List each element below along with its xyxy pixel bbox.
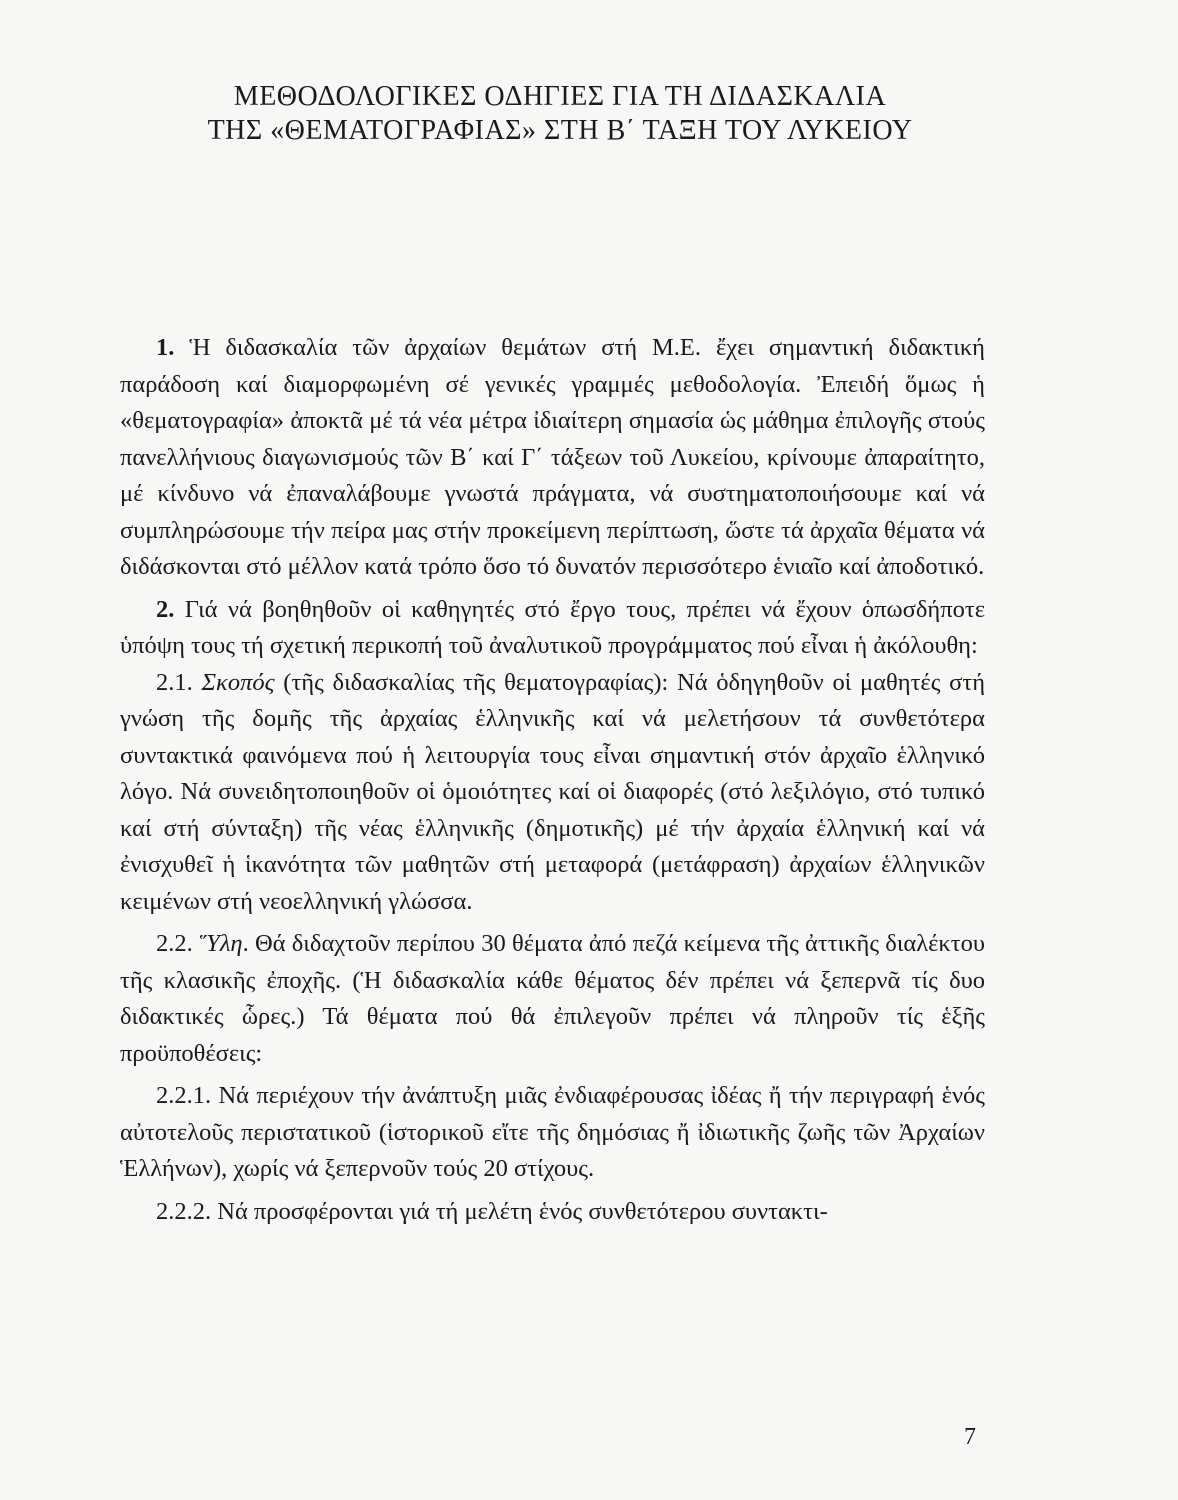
- title-line-2: ΤΗΣ «ΘΕΜΑΤΟΓΡΑΦΙΑΣ» ΣΤΗ Β΄ ΤΑΞΗ ΤΟΥ ΛΥΚΕΙΟΥ: [207, 115, 913, 146]
- section-number: 2.1.: [156, 668, 193, 696]
- document-title: [120, 80, 1000, 148]
- paragraph-2-1: [120, 665, 985, 921]
- section-number: 2.2.2.: [156, 1197, 212, 1225]
- section-number: 1.: [156, 334, 175, 361]
- paragraph-2-2-2: [120, 1194, 985, 1231]
- paragraph-1: [120, 330, 985, 586]
- paragraph-2: [120, 592, 985, 665]
- page-number: 7: [964, 1424, 976, 1450]
- section-number: 2.2.1.: [156, 1082, 212, 1109]
- paragraph-2-2: [120, 926, 985, 1072]
- paragraph-2-2-1: [120, 1078, 985, 1188]
- section-number: 2.: [156, 595, 175, 623]
- paragraph-text: Νά προσφέρονται γιά τή μελέτη ἑνός συνθετότερου συντακτι-: [211, 1197, 828, 1225]
- body-text: [120, 330, 985, 1230]
- title-line-1: ΜΕΘΟΔΟΛΟΓΙΚΕΣ ΟΔΗΓΙΕΣ ΓΙΑ ΤΗ ΔΙΔΑΣΚΑΛΙΑ: [233, 81, 887, 112]
- paragraph-text: Γιά νά βοηθηθοῦν οἱ καθηγητές στό ἔργο τους, πρέπει νά ἔχουν ὁπωσδήποτε ὑπόψη τους τή σχετική περικοπή τοῦ ἀναλυτικοῦ προγράμματος πού εἶναι ἡ ἀκόλουθη:: [120, 595, 985, 659]
- paragraph-text: Νά περιέχουν τήν ἀνάπτυξη μιᾶς ἐνδιαφέρουσας ἰδέας ἤ τήν περιγραφή ἑνός αὐτοτελοῦς περιστατικοῦ (ἱστορικοῦ εἴτε τῆς δημόσιας ἤ ἰδιωτικῆς ζωῆς τῶν Ἀρχαίων Ἑλλήνων), χωρίς νά ξεπερνοῦν τούς 20 στίχους.: [120, 1082, 985, 1182]
- paragraph-text: . Θά διδαχτοῦν περίπου 30 θέματα ἀπό πεζά κείμενα τῆς ἀττικῆς διαλέκτου τῆς κλασικῆς ἐποχῆς. (Ἡ διδασκαλία κάθε θέματος δέν πρέπει νά ξεπερνᾶ τίς δυο διδακτικές ὧρες.) Τά θέματα πού θά ἐπιλεγοῦν πρέπει νά πληροῦν τίς ἑξῆς προϋποθέσεις:: [120, 930, 986, 1067]
- section-number: 2.2.: [156, 930, 193, 957]
- section-label: Ὕλη: [199, 930, 243, 957]
- paragraph-text: Ἡ διδασκαλία τῶν ἀρχαίων θεμάτων στή Μ.Ε. ἔχει σημαντική διδακτική παράδοση καί διαμορφωμένη σέ γενικές γραμμές μεθοδολογία. Ἐπειδή ὅμως ἡ «θεματογραφία» ἀποκτᾶ μέ τά νέα μέτρα ἰδιαίτερη σημασία ὡς μάθημα ἐπιλογῆς στούς πανελλήνιους διαγωνισμούς τῶν Β΄ καί Γ΄ τάξεων τοῦ Λυκείου, κρίνουμε ἀπαραίτητο, μέ κίνδυνο νά ἐπαναλάβουμε γνωστά πράγματα, νά συστηματοποιήσουμε καί νά συμπληρώσουμε τήν πείρα μας στήν προκείμενη περίπτωση, ὥστε τά ἀρχαῖα θέματα νά διδάσκονται στό μέλλον κατά τρόπο ὅσο τό δυνατόν περισσότερο ἑνιαῖο καί ἀποδοτικό.: [120, 334, 985, 580]
- section-label: Σκοπός: [201, 668, 275, 696]
- paragraph-text: (τῆς διδασκαλίας τῆς θεματογραφίας): Νά ὁδηγηθοῦν οἱ μαθητές στή γνώση τῆς δομῆς τῆς ἀρχαίας ἑλληνικῆς καί νά μελετήσουν τά συνθετότερα συντακτικά φαινόμενα πού ἡ λειτουργία τους εἶναι σημαντική στόν ἀρχαῖο ἑλληνικό λόγο. Νά συνειδητοποιηθοῦν οἱ ὁμοιότητες καί οἱ διαφορές (στό λεξιλόγιο, στό τυπικό καί στή σύνταξη) τῆς νέας ἑλληνικῆς (δημοτικῆς) μέ τήν ἀρχαία ἑλληνική καί νά ἐνισχυθεῖ ἡ ἱκανότητα τῶν μαθητῶν στή μεταφορά (μετάφραση) ἀρχαίων ἑλληνικῶν κειμένων στή νεοελληνική γλώσσα.: [120, 668, 986, 915]
